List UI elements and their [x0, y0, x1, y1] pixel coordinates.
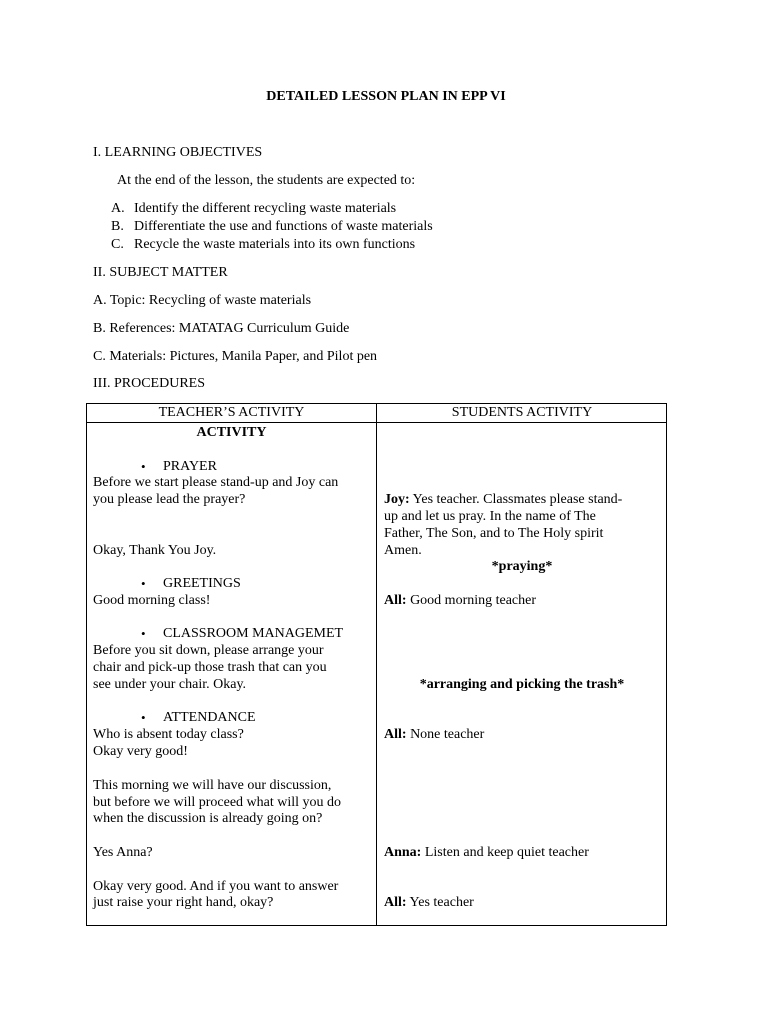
procedures-heading: III. PROCEDURES: [93, 376, 206, 391]
prayer-heading: PRAYER: [163, 459, 217, 474]
references-line: B. References: MATATAG Curriculum Guide: [93, 321, 350, 336]
speaker-name: All:: [384, 895, 407, 910]
prayer-text-line: you please lead the prayer?: [93, 492, 246, 507]
list-item-text: Differentiate the use and functions of waste materials: [134, 219, 433, 234]
joy-response-line: up and let us pray. In the name of The: [384, 509, 596, 524]
response-text: Yes teacher. Classmates please stand-: [409, 492, 623, 507]
activity-section-title: ACTIVITY: [196, 425, 267, 440]
speaker-name: Anna:: [384, 845, 422, 860]
anna-response: [384, 844, 589, 861]
topic-line: A. Topic: Recycling of waste materials: [93, 293, 312, 308]
page-title: DETAILED LESSON PLAN IN EPP VI: [266, 89, 506, 104]
answer-text-line: just raise your right hand, okay?: [93, 895, 274, 910]
speaker-name: All:: [384, 727, 407, 742]
all-yes-response: [384, 894, 474, 911]
attendance-text-line: Who is absent today class?: [93, 727, 244, 742]
praying-stage-direction: *praying*: [491, 559, 553, 574]
list-item-letter: B.: [111, 219, 124, 234]
joy-response-line: Amen.: [384, 543, 422, 558]
classroom-text-line: chair and pick-up those trash that can you: [93, 660, 327, 675]
bullet-icon: •: [141, 576, 146, 591]
prayer-text-line: Before we start please stand-up and Joy can: [93, 475, 339, 490]
classroom-heading: CLASSROOM MANAGEMET: [163, 626, 344, 641]
discussion-text-line: but before we will proceed what will you do: [93, 795, 342, 810]
list-item-letter: C.: [111, 237, 124, 252]
response-text: Listen and keep quiet teacher: [421, 845, 589, 860]
joy-response: [384, 491, 622, 508]
response-text: Good morning teacher: [406, 593, 537, 608]
objectives-heading: I. LEARNING OBJECTIVES: [93, 145, 263, 160]
greetings-heading: GREETINGS: [163, 576, 241, 591]
list-item-letter: A.: [111, 201, 125, 216]
objectives-intro: At the end of the lesson, the students are expected to:: [117, 173, 416, 188]
attendance-heading: ATTENDANCE: [163, 710, 256, 725]
speaker-name: All:: [384, 593, 407, 608]
classroom-text-line: Before you sit down, please arrange your: [93, 643, 324, 658]
discussion-text-line: This morning we will have our discussion,: [93, 778, 332, 793]
discussion-text-line: when the discussion is already going on?: [93, 811, 323, 826]
arranging-stage-direction: *arranging and picking the trash*: [419, 677, 625, 692]
classroom-text-line: see under your chair. Okay.: [93, 677, 247, 692]
materials-line: C. Materials: Pictures, Manila Paper, and Pilot pen: [93, 349, 378, 364]
list-item-text: Recycle the waste materials into its own functions: [134, 237, 416, 252]
table-column-divider: [376, 403, 377, 926]
list-item-text: Identify the different recycling waste materials: [134, 201, 397, 216]
teacher-column-header: TEACHER’S ACTIVITY: [158, 405, 305, 420]
all-attendance-response: [384, 726, 484, 743]
all-greeting-response: [384, 592, 536, 609]
speaker-name: Joy:: [384, 492, 410, 507]
bullet-icon: •: [141, 459, 146, 474]
joy-response-line: Father, The Son, and to The Holy spirit: [384, 526, 604, 541]
bullet-icon: •: [141, 626, 146, 641]
subject-matter-heading: II. SUBJECT MATTER: [93, 265, 228, 280]
response-text: Yes teacher: [406, 895, 474, 910]
greetings-line: Good morning class!: [93, 593, 211, 608]
response-text: None teacher: [406, 727, 485, 742]
students-column-header: STUDENTS ACTIVITY: [451, 405, 593, 420]
answer-text-line: Okay very good. And if you want to answer: [93, 879, 339, 894]
thanks-line: Okay, Thank You Joy.: [93, 543, 217, 558]
bullet-icon: •: [141, 710, 146, 725]
table-header-divider: [86, 422, 667, 423]
yes-anna-line: Yes Anna?: [93, 845, 153, 860]
attendance-text-line: Okay very good!: [93, 744, 188, 759]
